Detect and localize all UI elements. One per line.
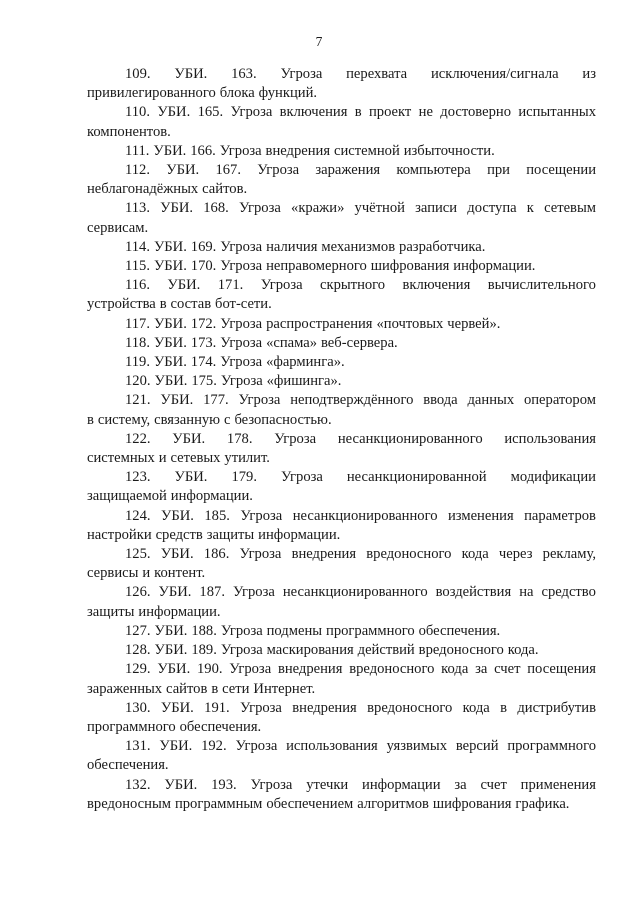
word: подмены [266, 622, 323, 639]
word: «фарминга». [266, 354, 345, 371]
word: 167. [215, 162, 241, 179]
word: 132. [125, 776, 151, 793]
word: Угроза [220, 258, 263, 275]
word: УБИ. [174, 66, 208, 82]
threat-item-line [87, 545, 596, 564]
word: вредоносного [349, 661, 435, 678]
word: 130. [125, 699, 151, 716]
word: обеспечения. [87, 757, 169, 774]
word: УБИ. [154, 622, 188, 639]
word: УБИ. [159, 738, 193, 755]
word: не [418, 104, 433, 121]
word: Угроза [281, 469, 323, 486]
word: 120. [125, 373, 151, 390]
word: 186. [203, 546, 230, 563]
threat-item [87, 199, 596, 237]
word: программного [87, 718, 176, 735]
threat-item-line [87, 295, 596, 314]
word: средств [155, 526, 203, 543]
threat-item-line [87, 641, 596, 660]
threat-item-line [87, 391, 596, 410]
word: распространения [266, 315, 373, 332]
word: 119. [125, 354, 150, 371]
word: сетевых [170, 450, 221, 467]
word: заражения [315, 162, 381, 179]
word: неправомерного [266, 258, 367, 275]
word: информации. [258, 526, 341, 543]
word: 126. [125, 584, 151, 601]
threat-item-line [87, 103, 596, 122]
word: параметров [524, 507, 596, 524]
word: устройства [87, 296, 156, 313]
threat-item-line [87, 180, 596, 199]
word: достоверно [440, 104, 511, 121]
word: Угроза [220, 238, 263, 255]
threat-item [87, 776, 596, 814]
threat-item [87, 103, 596, 141]
threat-item-line [87, 142, 596, 161]
threat-item-line [87, 238, 596, 257]
word: безопасностью. [234, 411, 332, 428]
word: шифрования [370, 258, 450, 275]
word: через [498, 546, 533, 563]
word: информации. [453, 258, 536, 275]
word: 128. [125, 642, 151, 659]
word: Угроза [257, 162, 300, 179]
threat-item-line [87, 84, 596, 103]
word: использования [286, 738, 378, 755]
threat-item-line [87, 603, 596, 622]
word: 127. [125, 622, 151, 639]
word: вредоносного [366, 546, 452, 563]
word: компонентов. [87, 123, 171, 140]
word: несанкционированного [282, 584, 428, 601]
word: настройки [87, 526, 152, 543]
word: несанкционированной [346, 469, 487, 486]
word: 178. [226, 430, 253, 447]
word: на [519, 584, 534, 601]
word: УБИ. [164, 776, 198, 793]
word: утилит. [224, 450, 270, 467]
word: маскирования [266, 642, 354, 659]
word: избыточности. [403, 142, 495, 159]
threat-item [87, 372, 596, 391]
threat-item-line [87, 449, 596, 468]
word: системной [334, 142, 400, 159]
word: защиты [87, 603, 135, 620]
word: и [142, 565, 151, 582]
threat-item-line [87, 680, 596, 699]
word: Угроза [220, 315, 263, 332]
word: «почтовых [376, 315, 444, 332]
word: УБИ. [153, 258, 187, 275]
word: Угроза [232, 584, 275, 601]
word: защищаемой [87, 488, 167, 505]
word: алгоритмов [357, 795, 429, 812]
word: 173. [190, 334, 217, 351]
word: УБИ. [157, 104, 191, 121]
word: 110. [125, 104, 150, 121]
word: 111. [125, 142, 150, 159]
word: УБИ. [166, 162, 200, 179]
word: УБИ. [160, 699, 194, 716]
word: в [159, 296, 167, 313]
word: к [526, 200, 534, 217]
word: Угроза [238, 392, 281, 409]
word: «спама» [266, 334, 318, 351]
word: сайтов [166, 680, 208, 697]
word: 169. [190, 238, 217, 255]
threat-item [87, 641, 596, 660]
word: кода [462, 699, 490, 716]
word: посещении [526, 162, 596, 179]
threat-item [87, 583, 596, 621]
threat-item-line [87, 718, 596, 737]
threat-item-line [87, 123, 596, 142]
word: информации. [138, 603, 221, 620]
threat-item-line [87, 334, 596, 353]
word: веб-сервера. [321, 334, 398, 351]
word: программного [326, 622, 415, 639]
threat-item-line [87, 219, 596, 238]
word: сайтов. [202, 181, 248, 198]
word: с [224, 411, 231, 428]
word: 166. [190, 142, 216, 159]
word: внедрения [292, 699, 357, 716]
word: Угроза [220, 354, 263, 371]
word: 172. [190, 315, 217, 332]
word: 189. [191, 642, 217, 659]
word: 129. [125, 661, 151, 678]
threat-item-line [87, 257, 596, 276]
threat-item-line [87, 315, 596, 334]
word: вредоносным [87, 795, 171, 812]
word: УБИ. [153, 315, 187, 332]
word: 177. [203, 392, 229, 409]
word: УБИ. [153, 334, 187, 351]
word: компьютера [396, 162, 471, 179]
word: в [500, 699, 508, 716]
word: данных [467, 392, 515, 409]
word: в [211, 680, 219, 697]
word: Угроза [240, 507, 283, 524]
word: Угроза [239, 546, 282, 563]
word: 187. [199, 584, 225, 601]
word: 174. [190, 354, 217, 371]
threat-item-line [87, 583, 596, 602]
word: 125. [125, 546, 151, 563]
word: оператором [523, 392, 596, 409]
word: несанкционированного [292, 507, 438, 524]
word: 192. [201, 738, 227, 755]
threat-item-line [87, 161, 596, 180]
word: воздействия [435, 584, 512, 601]
word: неблагонадёжных [87, 181, 199, 198]
threat-item [87, 161, 596, 199]
word: кода [461, 546, 489, 563]
word: бот-сети. [215, 296, 272, 313]
threat-item [87, 622, 596, 641]
word: 113. [125, 200, 150, 217]
word: Угроза [220, 373, 263, 390]
word: использования [504, 430, 596, 447]
word: вредоносного [418, 642, 504, 659]
word: 121. [125, 392, 151, 409]
word: 170. [190, 258, 217, 275]
word: исключения/сигнала [430, 66, 559, 82]
word: 114. [125, 238, 150, 255]
word: 190. [196, 661, 223, 678]
word: доступа [467, 200, 517, 217]
word: скрытного [320, 277, 386, 294]
word: графика. [515, 795, 570, 812]
word: записи [415, 200, 458, 217]
word: 122. [125, 430, 151, 447]
word: информации. [170, 488, 253, 505]
word: Угроза [229, 661, 272, 678]
threat-item-line [87, 372, 596, 391]
threat-item-line [87, 622, 596, 641]
word: посещения [527, 661, 596, 678]
word: УБИ. [158, 584, 192, 601]
word: кода [441, 661, 469, 678]
word: Угроза [220, 622, 263, 639]
word: 191. [204, 699, 230, 716]
word: неподтверждённого [290, 392, 414, 409]
word: средство [541, 584, 596, 601]
threat-item-line [87, 487, 596, 506]
word: проект [368, 104, 412, 121]
threat-item-line [87, 199, 596, 218]
word: Угроза [250, 776, 293, 793]
word: 179. [231, 469, 257, 486]
word: УБИ. [153, 354, 187, 371]
word: дистрибутив [517, 699, 596, 716]
word: УБИ. [157, 661, 191, 678]
threat-item [87, 238, 596, 257]
word: наличия [266, 238, 318, 255]
word: 115. [125, 258, 150, 275]
word: обеспечения. [418, 622, 501, 639]
word: Угроза [238, 200, 281, 217]
word: УБИ. [154, 642, 188, 659]
word: состав [170, 296, 212, 313]
threat-item [87, 142, 596, 161]
word: уязвимых [386, 738, 448, 755]
word: Угроза [220, 642, 263, 659]
threat-item-line [87, 737, 596, 756]
word: УБИ. [154, 373, 188, 390]
word: действий [357, 642, 415, 659]
word: Угроза [240, 699, 282, 716]
threat-item [87, 315, 596, 334]
threat-item [87, 353, 596, 372]
word: 175. [191, 373, 217, 390]
word: сетевым [544, 200, 596, 217]
word: перехвата [346, 66, 408, 82]
threat-item [87, 391, 596, 429]
word: привилегированного [87, 85, 216, 102]
word: обеспечения. [179, 718, 262, 735]
word: блока [219, 85, 255, 102]
page-number: 7 [315, 34, 323, 49]
threat-item-line [87, 276, 596, 295]
word: из [582, 66, 596, 82]
threat-item [87, 65, 596, 103]
word: Угроза [220, 334, 263, 351]
word: разработчика. [399, 238, 486, 255]
word: внедрения [277, 661, 343, 678]
word: Угроза [219, 142, 262, 159]
word: 163. [231, 66, 257, 82]
word: систему, [97, 411, 151, 428]
threat-item-line [87, 756, 596, 775]
word: сервисам. [87, 219, 149, 236]
word: ввода [423, 392, 458, 409]
word: за [475, 661, 488, 678]
threat-item [87, 660, 596, 698]
threat-list [87, 65, 596, 814]
word: функций. [258, 85, 318, 102]
word: счет [480, 776, 507, 793]
word: УБИ. [167, 277, 201, 294]
word: защиты [206, 526, 255, 543]
word: 131. [125, 738, 151, 755]
word: несанкционированного [337, 430, 483, 447]
word: УБИ. [153, 238, 187, 255]
word: кода. [507, 642, 539, 659]
word: шифрования [432, 795, 512, 812]
word: УБИ. [174, 469, 208, 486]
word: программного [507, 738, 596, 755]
word: 188. [191, 622, 217, 639]
word: 123. [125, 469, 151, 486]
threat-item [87, 468, 596, 506]
word: 109. [125, 66, 151, 82]
word: Угроза [260, 277, 303, 294]
word: включения [279, 104, 348, 121]
word: 124. [125, 507, 151, 524]
threat-item-line [87, 430, 596, 449]
word: вредоносного [367, 699, 453, 716]
word: системных [87, 450, 155, 467]
threat-item-line [87, 660, 596, 679]
word: УБИ. [160, 392, 194, 409]
threat-item-line [87, 468, 596, 487]
threat-item [87, 257, 596, 276]
word: УБИ. [153, 142, 187, 159]
threat-item [87, 699, 596, 737]
word: при [487, 162, 510, 179]
threat-item [87, 334, 596, 353]
word: программным [174, 795, 263, 812]
word: изменения [447, 507, 514, 524]
word: сети [222, 680, 250, 697]
threat-item-line [87, 795, 596, 814]
threat-item [87, 737, 596, 775]
threat-item-line [87, 411, 596, 430]
word: механизмов [321, 238, 396, 255]
threat-item [87, 276, 596, 314]
word: включения [402, 277, 471, 294]
word: Интернет. [253, 680, 316, 697]
word: 165. [197, 104, 224, 121]
word: 168. [203, 200, 229, 217]
threat-item-line [87, 507, 596, 526]
word: внедрения [265, 142, 331, 159]
word: внедрения [291, 546, 357, 563]
word: Угроза [274, 430, 317, 447]
word: УБИ. [172, 430, 206, 447]
threat-item-line [87, 353, 596, 372]
threat-item-line [87, 564, 596, 583]
word: 117. [125, 315, 150, 332]
word: «кражи» [291, 200, 345, 217]
word: «фишинга». [266, 373, 342, 390]
word: 116. [125, 277, 150, 294]
word: в [354, 104, 362, 121]
word: 171. [217, 277, 244, 294]
word: 112. [125, 162, 150, 179]
word: УБИ. [160, 200, 194, 217]
word: Угроза [230, 104, 273, 121]
word: учётной [354, 200, 405, 217]
word: применения [520, 776, 596, 793]
word: версий [455, 738, 499, 755]
word: УБИ. [161, 507, 194, 524]
word: зараженных [87, 680, 163, 697]
threat-item-line [87, 526, 596, 545]
word: 193. [211, 776, 237, 793]
word: рекламу, [542, 546, 596, 563]
word: утечки [306, 776, 349, 793]
threat-item [87, 507, 596, 545]
word: Угроза [235, 738, 278, 755]
word: счет [494, 661, 521, 678]
word: вычислительного [487, 277, 596, 294]
word: испытанных [518, 104, 596, 121]
word: и [158, 450, 167, 467]
threat-item-line [87, 776, 596, 795]
threat-item [87, 430, 596, 468]
word: модификации [510, 469, 596, 486]
word: контент. [154, 565, 206, 582]
word: 185. [204, 507, 230, 524]
word: информации [362, 776, 441, 793]
word: связанную [154, 411, 221, 428]
word: в [87, 411, 94, 428]
word: червей». [447, 315, 501, 332]
word: 118. [125, 334, 150, 351]
word: УБИ. [160, 546, 194, 563]
word: Угроза [280, 66, 323, 82]
word: обеспечением [266, 795, 354, 812]
threat-item-line [87, 65, 596, 84]
word: за [454, 776, 467, 793]
word: сервисы [87, 565, 139, 582]
threat-item [87, 545, 596, 583]
threat-item-line [87, 699, 596, 718]
